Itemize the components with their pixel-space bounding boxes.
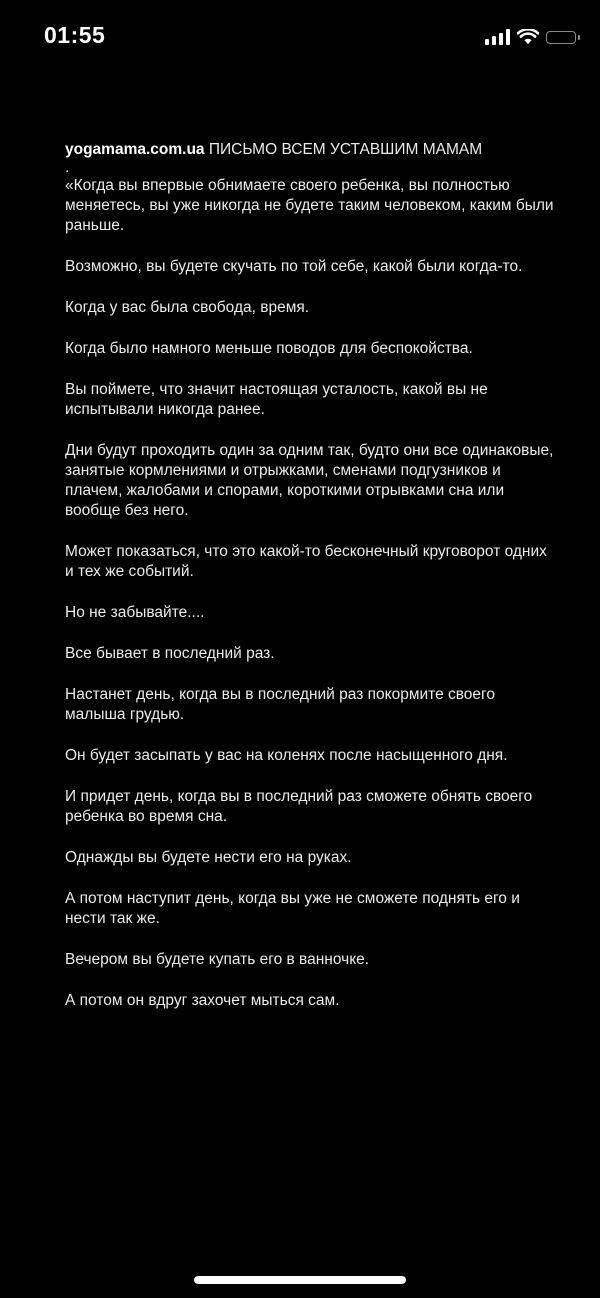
letter-content — [65, 140, 555, 1032]
letter-paragraph: Когда было намного меньше поводов для беспокойства. — [65, 340, 473, 357]
status-bar — [0, 0, 600, 76]
signal-icon — [485, 29, 510, 45]
letter-paragraph: И придет день, когда вы в последний раз сможете обнять своего ребенка во время сна. — [65, 788, 533, 825]
letter-paragraph: «Когда вы впервые обнимаете своего ребенка, вы полностью меняетесь, вы уже никогда не будете таким человеком, каким были раньше. — [65, 177, 554, 234]
letter-paragraph: А потом он вдруг захочет мыться сам. — [65, 992, 340, 1009]
letter-paragraph: Вечером вы будете купать его в ванночке. — [65, 951, 370, 968]
letter-paragraph: Настанет день, когда вы в последний раз покормите своего малыша грудью. — [65, 686, 495, 723]
status-icons — [485, 25, 576, 49]
letter-paragraph: А потом наступит день, когда вы уже не сможете поднять его и нести так же. — [65, 890, 520, 927]
letter-paragraph: Он будет засыпать у вас на коленях после насыщенного дня. — [65, 747, 508, 764]
battery-icon — [546, 31, 576, 44]
letter-header — [65, 140, 555, 160]
letter-paragraph: Дни будут проходить один за одним так, будто они все одинаковые, занятые кормлениями и отрыжками, сменами подгузников и плачем, жалобами и спорами, короткими отрывками сна или вообще без него. — [65, 442, 554, 519]
letter-paragraph: Все бывает в последний раз. — [65, 645, 275, 662]
status-time: 01:55 — [44, 22, 106, 48]
letter-paragraph: Но не забывайте.... — [65, 604, 205, 621]
letter-paragraph: Возможно, вы будете скучать по той себе, какой были когда-то. — [65, 258, 523, 275]
letter-paragraphs — [65, 176, 555, 1011]
home-indicator[interactable] — [194, 1276, 406, 1284]
letter-paragraph: Может показаться, что это какой-то бесконечный круговорот одних и тех же событий. — [65, 543, 547, 580]
separator-dot: . — [65, 159, 70, 176]
letter-paragraph: Когда у вас была свобода, время. — [65, 299, 310, 316]
letter-paragraph: Вы поймете, что значит настоящая усталость, какой вы не испытывали никогда ранее. — [65, 381, 488, 418]
letter-title: ПИСЬМО ВСЕМ УСТАВШИМ МАМАМ — [208, 141, 483, 158]
wifi-icon — [517, 29, 539, 45]
source-site: yogamama.com.ua — [65, 141, 205, 158]
letter-paragraph: Однажды вы будете нести его на руках. — [65, 849, 352, 866]
